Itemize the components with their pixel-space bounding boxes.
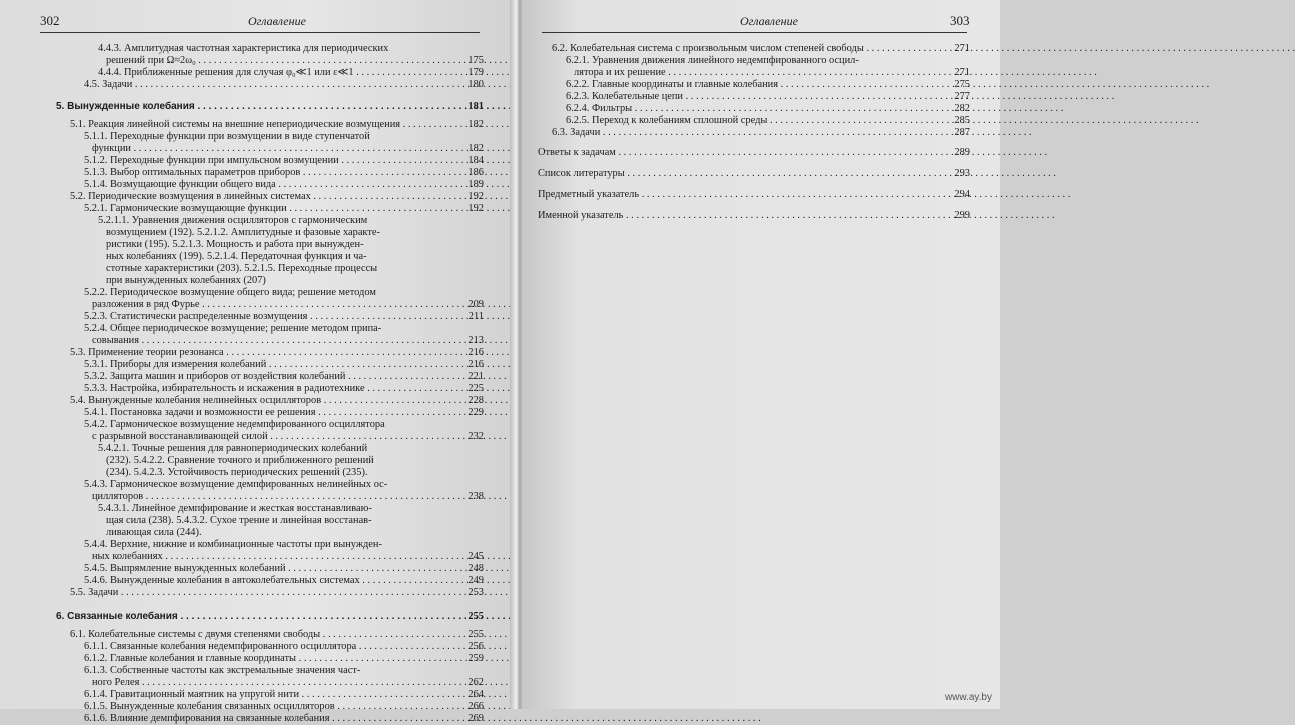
toc-entry-line bbox=[50, 275, 484, 287]
toc-entry-title: 5.3.3. Настройка, избирательность и искажения в радиотехнике . . . bbox=[84, 383, 458, 395]
toc-entry-title: Предметный указатель . . . bbox=[538, 189, 944, 201]
toc-entry-line bbox=[552, 79, 970, 91]
toc-page-number: 211 bbox=[468, 311, 484, 322]
toc-entry-line bbox=[538, 210, 970, 222]
toc-entry-title: 6. Связанные колебания . . . bbox=[56, 611, 458, 623]
toc-page-number: 180 bbox=[468, 79, 484, 90]
right-page bbox=[522, 0, 1000, 709]
toc-entry-line bbox=[50, 179, 484, 191]
toc-entry-title: лятора и их решение . . . bbox=[574, 67, 944, 79]
toc-entry-line bbox=[50, 527, 484, 539]
toc-entry-title: 6.1.6. Влияние демпфирования на связанные колебания . . . bbox=[84, 713, 458, 725]
toc-page-number: 285 bbox=[954, 115, 970, 126]
toc-page-number: 216 bbox=[468, 347, 484, 358]
toc-entry-title: Именной указатель . . . bbox=[538, 210, 944, 222]
toc-entry-line bbox=[50, 371, 484, 383]
toc-entry-line bbox=[552, 127, 970, 139]
left-page bbox=[0, 0, 514, 724]
toc-page-number: 186 bbox=[468, 167, 484, 178]
toc-entry-line bbox=[50, 119, 484, 131]
toc-entry-title: 6.1.3. Собственные частоты как экстремальные значения част- bbox=[84, 665, 361, 676]
toc-entry-line bbox=[50, 203, 484, 215]
toc-entry-line bbox=[50, 251, 484, 263]
toc-entry-title: разложения в ряд Фурье . . . bbox=[92, 299, 458, 311]
watermark: www.ay.by bbox=[944, 692, 992, 703]
toc-page-number: 256 bbox=[468, 641, 484, 652]
toc-entry-line bbox=[50, 167, 484, 179]
toc-entry-title: Список литературы . . . bbox=[538, 168, 944, 180]
toc-entry-title: 4.5. Задачи . . . bbox=[84, 79, 458, 91]
toc-page-number: 189 bbox=[468, 179, 484, 190]
toc-entry-title: 6.1. Колебательные системы с двумя степенями свободы . . . bbox=[70, 629, 458, 641]
toc-entry-title: (232). 5.4.2.2. Сравнение точного и приближенного решений bbox=[106, 455, 374, 466]
toc-entry-line bbox=[50, 215, 484, 227]
toc-entry-line bbox=[50, 79, 484, 91]
toc-page-number: 271 bbox=[954, 67, 970, 78]
toc-page-number: 294 bbox=[954, 189, 970, 200]
toc-entry-line bbox=[552, 55, 970, 67]
toc-entry-line bbox=[50, 43, 484, 55]
toc-entry-line bbox=[50, 155, 484, 167]
toc-entry-title: 4.4.4. Приближенные решения для случая φ₀≪1 или ε≪1 . . . bbox=[98, 67, 458, 79]
toc-page-number: 249 bbox=[468, 575, 484, 586]
toc-entry-title: 5.4.5. Выпрямление вынужденных колебаний . . . bbox=[84, 563, 458, 575]
toc-entry-title: (234). 5.4.2.3. Устойчивость периодических решений (235). bbox=[106, 467, 368, 478]
toc-entry-line bbox=[552, 103, 970, 115]
toc-entry-line bbox=[50, 407, 484, 419]
toc-entry-title: 6.1.4. Гравитационный маятник на упругой нити . . . bbox=[84, 689, 458, 701]
toc-page-number: 289 bbox=[954, 147, 970, 158]
toc-page-number: 269 bbox=[468, 713, 484, 724]
toc-page-number: 182 bbox=[468, 119, 484, 130]
toc-entry-line bbox=[50, 575, 484, 587]
toc-entry-line bbox=[50, 689, 484, 701]
toc-entry-line bbox=[50, 299, 484, 311]
toc-entry-title: 5.1.4. Возмущающие функции общего вида . . . bbox=[84, 179, 458, 191]
toc-page-number: 232 bbox=[468, 431, 484, 442]
toc-entry-line bbox=[50, 239, 484, 251]
toc-page-number: 221 bbox=[468, 371, 484, 382]
toc-entry-title: 6.2.1. Уравнения движения линейного недемпфированного осцил- bbox=[566, 55, 859, 66]
toc-page-number: 264 bbox=[468, 689, 484, 700]
toc-entry-title: 6.3. Задачи . . . bbox=[552, 127, 944, 139]
toc-page-number: 192 bbox=[468, 203, 484, 214]
toc-list-left bbox=[50, 43, 484, 725]
toc-entry-line bbox=[50, 515, 484, 527]
toc-entry-title: 5.3.1. Приборы для измерения колебаний . . . bbox=[84, 359, 458, 371]
toc-entry-title: ных колебаниях . . . bbox=[92, 551, 458, 563]
toc-page-number: 282 bbox=[954, 103, 970, 114]
toc-entry-title: 5.4.4. Верхние, нижние и комбинационные частоты при вынужден- bbox=[84, 539, 382, 550]
toc-entry-title: 5.3.2. Защита машин и приборов от воздействия колебаний . . . bbox=[84, 371, 458, 383]
toc-page-number: 287 bbox=[954, 127, 970, 138]
toc-entry-line bbox=[538, 147, 970, 159]
toc-entry-title: 5.4.3.1. Линейное демпфирование и жесткая восстанавливаю- bbox=[98, 503, 372, 514]
toc-page-number: 271 bbox=[954, 43, 970, 54]
toc-entry-line bbox=[50, 653, 484, 665]
toc-entry-title: 5.2.1. Гармонические возмущающие функции . . . bbox=[84, 203, 458, 215]
toc-entry-line bbox=[50, 665, 484, 677]
toc-page-number: 262 bbox=[468, 677, 484, 688]
toc-entry-line bbox=[50, 443, 484, 455]
toc-page-number: 192 bbox=[468, 191, 484, 202]
toc-entry-line bbox=[50, 143, 484, 155]
toc-entry-title: 6.2.4. Фильтры . . . bbox=[566, 103, 944, 115]
toc-entry-line bbox=[50, 263, 484, 275]
header-rule bbox=[542, 32, 967, 33]
toc-entry-line bbox=[538, 189, 970, 201]
toc-entry-line bbox=[50, 641, 484, 653]
toc-entry-title: 5.2.4. Общее периодическое возмущение; решение методом припа- bbox=[84, 323, 382, 334]
toc-page-number: 275 bbox=[954, 79, 970, 90]
toc-entry-title: 5.1.2. Переходные функции при импульсном возмущении . . . bbox=[84, 155, 458, 167]
toc-entry-title: 5.4.6. Вынужденные колебания в автоколебательных системах . . . bbox=[84, 575, 458, 587]
toc-entry-line bbox=[50, 287, 484, 299]
toc-entry-title: стотные характеристики (203). 5.2.1.5. Переходные процессы bbox=[106, 263, 378, 274]
toc-page-number: 216 bbox=[468, 359, 484, 370]
toc-entry-line bbox=[50, 347, 484, 359]
toc-list-right bbox=[538, 43, 970, 222]
toc-entry-title: 5.4.3. Гармоническое возмущение демпфированных нелинейных ос- bbox=[84, 479, 388, 490]
toc-entry-line bbox=[50, 467, 484, 479]
toc-entry-title: при вынужденных колебаниях (207) bbox=[106, 275, 266, 286]
toc-entry-line bbox=[50, 713, 484, 725]
toc-entry-line bbox=[50, 503, 484, 515]
toc-entry-title: 6.2.2. Главные координаты и главные колебания . . . bbox=[566, 79, 944, 91]
toc-page-number: 175 bbox=[468, 55, 484, 66]
toc-entry-line bbox=[50, 611, 484, 623]
toc-page-number: 255 bbox=[468, 611, 484, 622]
toc-entry-title: 5.4.2. Гармоническое возмущение недемпфированного осциллятора bbox=[84, 419, 385, 430]
toc-entry-line bbox=[50, 227, 484, 239]
toc-page-number: 253 bbox=[468, 587, 484, 598]
toc-entry-line bbox=[552, 91, 970, 103]
toc-entry-line bbox=[50, 383, 484, 395]
toc-entry-title: 5.4.1. Постановка задачи и возможности ее решения . . . bbox=[84, 407, 458, 419]
left-page-number: 302 bbox=[40, 13, 60, 28]
toc-entry-title: 5.4. Вынужденные колебания нелинейных осцилляторов . . . bbox=[70, 395, 458, 407]
toc-entry-line bbox=[50, 359, 484, 371]
toc-entry-title: 6.2.5. Переход к колебаниям сплошной среды . . . bbox=[566, 115, 944, 127]
toc-entry-title: возмущением (192). 5.2.1.2. Амплитудные и фазовые характе- bbox=[106, 227, 380, 238]
toc-entry-title: ного Релея . . . bbox=[92, 677, 458, 689]
toc-entry-title: 4.4.3. Амплитудная частотная характеристика для периодических bbox=[98, 43, 389, 54]
toc-entry-title: с разрывной восстанавливающей силой . . . bbox=[92, 431, 458, 443]
toc-page-number: 248 bbox=[468, 563, 484, 574]
toc-entry-line bbox=[50, 55, 484, 67]
toc-entry-title: 5. Вынужденные колебания . . . bbox=[56, 101, 458, 113]
toc-entry-title: 5.1.1. Переходные функции при возмущении в виде ступенчатой bbox=[84, 131, 370, 142]
toc-entry-title: 5.1. Реакция линейной системы на внешние непериодические возмущения . . . bbox=[70, 119, 458, 131]
toc-entry-title: цилляторов . . . bbox=[92, 491, 458, 503]
toc-entry-title: 5.4.2.1. Точные решения для равнопериодических колебаний bbox=[98, 443, 368, 454]
right-running-head: Оглавление bbox=[740, 14, 798, 28]
header-rule bbox=[40, 32, 480, 33]
toc-entry-line bbox=[50, 479, 484, 491]
toc-entry-title: совывания . . . bbox=[92, 335, 458, 347]
toc-entry-line bbox=[50, 419, 484, 431]
toc-entry-line bbox=[50, 629, 484, 641]
toc-entry-line bbox=[50, 101, 484, 113]
toc-page-number: 255 bbox=[468, 629, 484, 640]
toc-entry-line bbox=[50, 677, 484, 689]
toc-page-number: 179 bbox=[468, 67, 484, 78]
left-running-head: Оглавление bbox=[248, 14, 306, 28]
toc-page-number: 266 bbox=[468, 701, 484, 712]
toc-entry-line bbox=[50, 551, 484, 563]
toc-entry-line bbox=[50, 701, 484, 713]
toc-entry-line bbox=[538, 168, 970, 180]
toc-entry-title: 5.2. Периодические возмущения в линейных системах . . . bbox=[70, 191, 458, 203]
toc-entry-title: 6.1.2. Главные колебания и главные координаты . . . bbox=[84, 653, 458, 665]
toc-page-number: 225 bbox=[468, 383, 484, 394]
toc-page-number: 181 bbox=[468, 101, 484, 112]
toc-entry-title: 5.2.3. Статистически распределенные возмущения . . . bbox=[84, 311, 458, 323]
toc-entry-line bbox=[50, 131, 484, 143]
toc-page-number: 213 bbox=[468, 335, 484, 346]
toc-entry-title: решений при Ω≈2ω₀ . . . bbox=[106, 55, 458, 67]
toc-entry-title: 5.1.3. Выбор оптимальных параметров приборов . . . bbox=[84, 167, 458, 179]
toc-page-number: 182 bbox=[468, 143, 484, 154]
toc-entry-line bbox=[552, 67, 970, 79]
toc-page-number: 259 bbox=[468, 653, 484, 664]
toc-entry-title: 5.2.1.1. Уравнения движения осцилляторов с гармоническим bbox=[98, 215, 368, 226]
toc-entry-title: 5.5. Задачи . . . bbox=[70, 587, 458, 599]
toc-entry-line bbox=[50, 67, 484, 79]
toc-page-number: 228 bbox=[468, 395, 484, 406]
toc-entry-line bbox=[50, 431, 484, 443]
toc-entry-title: Ответы к задачам . . . bbox=[538, 147, 944, 159]
toc-entry-title: 5.3. Применение теории резонанса . . . bbox=[70, 347, 458, 359]
right-page-number: 303 bbox=[950, 13, 970, 28]
toc-entry-title: 6.1.5. Вынужденные колебания связанных осцилляторов . . . bbox=[84, 701, 458, 713]
toc-entry-line bbox=[50, 587, 484, 599]
toc-page-number: 229 bbox=[468, 407, 484, 418]
toc-page-number: 293 bbox=[954, 168, 970, 179]
toc-entry-title: функции . . . bbox=[92, 143, 458, 155]
toc-entry-title: 6.1.1. Связанные колебания недемпфированного осциллятора . . . bbox=[84, 641, 458, 653]
toc-entry-title: 6.2. Колебательная система с произвольным числом степеней свободы . . . bbox=[552, 43, 944, 55]
toc-page-number: 245 bbox=[468, 551, 484, 562]
toc-entry-line bbox=[50, 335, 484, 347]
toc-entry-title: ных колебаниях (199). 5.2.1.4. Передаточная функция и ча- bbox=[106, 251, 367, 262]
toc-entry-line bbox=[50, 311, 484, 323]
toc-entry-line bbox=[552, 115, 970, 127]
toc-page-number: 238 bbox=[468, 491, 484, 502]
toc-entry-title: 6.2.3. Колебательные цепи . . . bbox=[566, 91, 944, 103]
toc-entry-line bbox=[552, 43, 970, 55]
toc-page-number: 209 bbox=[468, 299, 484, 310]
toc-entry-line bbox=[50, 191, 484, 203]
toc-entry-title: ливающая сила (244). bbox=[106, 527, 202, 538]
toc-page-number: 299 bbox=[954, 210, 970, 221]
toc-entry-line bbox=[50, 323, 484, 335]
toc-entry-line bbox=[50, 455, 484, 467]
toc-page-number: 277 bbox=[954, 91, 970, 102]
toc-page-number: 184 bbox=[468, 155, 484, 166]
toc-entry-title: 5.2.2. Периодическое возмущение общего вида; решение методом bbox=[84, 287, 376, 298]
toc-entry-line bbox=[50, 539, 484, 551]
toc-entry-title: ристики (195). 5.2.1.3. Мощность и работа при вынужден- bbox=[106, 239, 364, 250]
toc-entry-title: щая сила (238). 5.4.3.2. Сухое трение и линейная восстанав- bbox=[106, 515, 372, 526]
toc-entry-line bbox=[50, 395, 484, 407]
toc-entry-line bbox=[50, 491, 484, 503]
toc-entry-line bbox=[50, 563, 484, 575]
